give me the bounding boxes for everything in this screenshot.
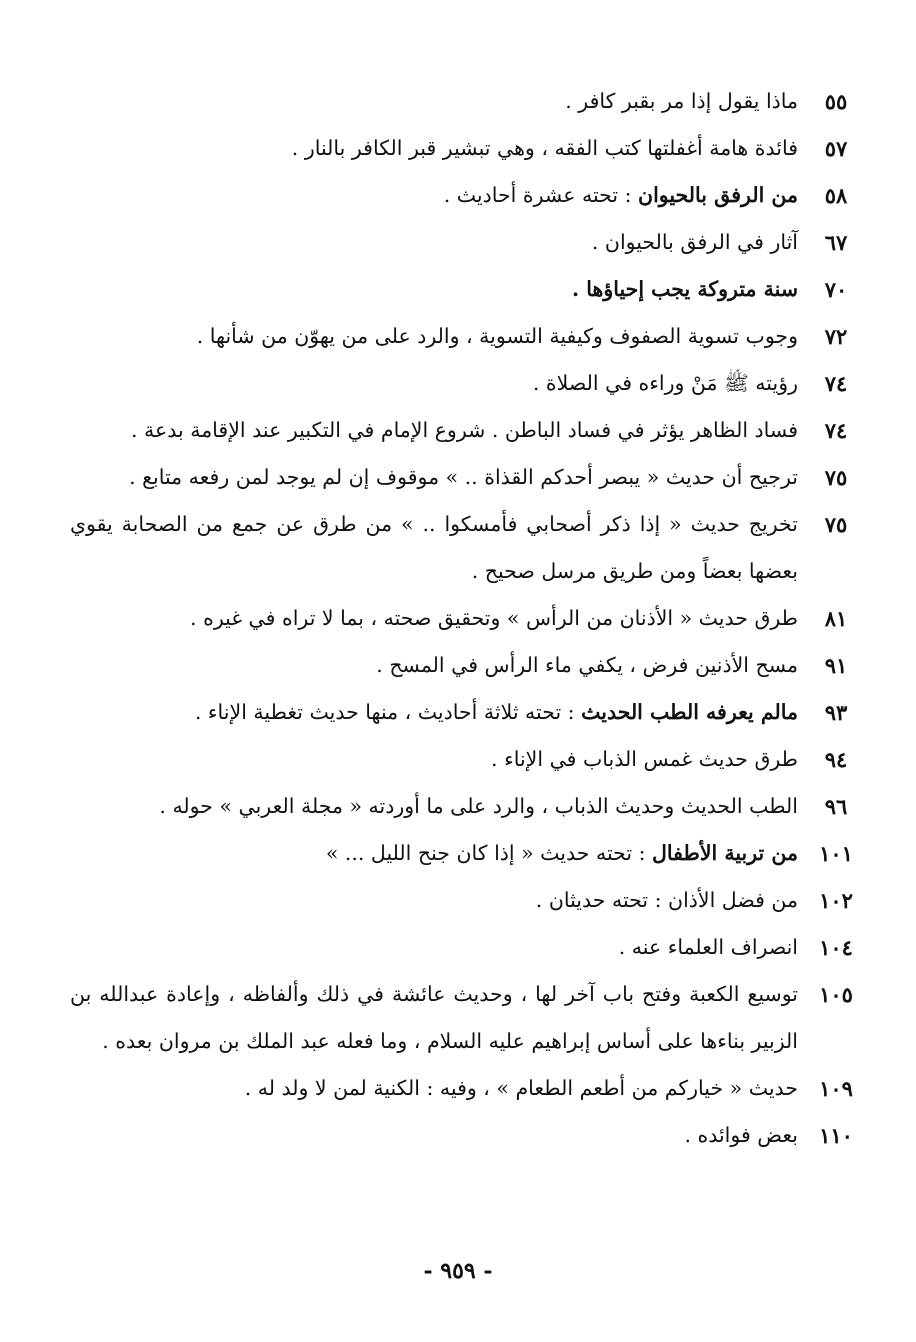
entry-text: انصراف العلماء عنه . xyxy=(618,935,798,959)
entry-page-number: ٩١ xyxy=(824,653,848,678)
entry-text: مسح الأذنين فرض ، يكفي ماء الرأس في المسح . xyxy=(376,653,798,677)
toc-entry xyxy=(70,219,870,266)
entry-title xyxy=(70,736,798,783)
entry-text: ترجيح أن حديث « يبصر أحدكم القذاة .. » موقوف إن لم يوجد لمن رفعه متابع . xyxy=(129,465,798,489)
entry-page-number: ٧٥ xyxy=(824,512,848,537)
entry-title xyxy=(70,219,798,266)
entry-text: فساد الظاهر يؤثر في فساد الباطن . شروع الإمام في التكبير عند الإقامة بدعة . xyxy=(130,418,798,442)
toc-entry xyxy=(70,501,870,595)
toc-entry xyxy=(70,877,870,924)
entry-page-number: ٦٧ xyxy=(824,230,848,255)
entry-title xyxy=(70,877,798,924)
entry-text: : تحته ثلاثة أحاديث ، منها حديث تغطية الإناء . xyxy=(194,700,582,724)
toc-entry xyxy=(70,595,870,642)
toc-entry xyxy=(70,642,870,689)
entry-text: رؤيته ﷺ مَنْ وراءه في الصلاة . xyxy=(532,371,798,395)
entry-text: وجوب تسوية الصفوف وكيفية التسوية ، والرد على من يهوّن من شأنها . xyxy=(196,324,798,348)
entry-page-number: ٩٤ xyxy=(824,747,848,772)
entry-title xyxy=(70,78,798,125)
entry-page-number: ١١٠ xyxy=(819,1123,853,1148)
entry-page-number: ١٠٤ xyxy=(819,935,853,960)
entry-heading: من الرفق بالحيوان xyxy=(638,183,798,207)
entry-text: طرق حديث « الأذنان من الرأس » وتحقيق صحته ، بما لا تراه في غيره . xyxy=(190,606,798,630)
entry-page-number: ١٠٥ xyxy=(819,982,853,1007)
toc-entry xyxy=(70,360,870,407)
entry-title xyxy=(70,830,798,877)
entry-text: فائدة هامة أغفلتها كتب الفقه ، وهي تبشير قبر الكافر بالنار . xyxy=(291,136,798,160)
toc-entry xyxy=(70,454,870,501)
table-of-contents xyxy=(70,78,870,1159)
entry-text: حديث « خياركم من أطعم الطعام » ، وفيه : الكنية لمن لا ولد له . xyxy=(244,1076,798,1100)
toc-entry xyxy=(70,971,870,1065)
entry-title xyxy=(70,1065,798,1112)
entry-text: آثار في الرفق بالحيوان . xyxy=(591,230,798,254)
toc-entry xyxy=(70,736,870,783)
entry-text: توسيع الكعبة وفتح باب آخر لها ، وحديث عائشة في ذلك وألفاظه ، وإعادة عبدالله بن الزبير بناءها على أساس إبراهيم عليه السلام ، وما فعله عبد الملك بن مروان بعده . xyxy=(70,982,798,1053)
entry-text: تخريج حديث « إذا ذكر أصحابي فأمسكوا .. » من طرق عن جمع من الصحابة يقوي بعضها بعضاً ومن طريق مرسل صحيح . xyxy=(70,512,798,583)
page-number: - ٩٥٩ - xyxy=(423,1258,493,1284)
entry-page-number: ٧٤ xyxy=(824,418,848,443)
entry-page-number: ١٠٩ xyxy=(819,1076,853,1101)
toc-entry xyxy=(70,125,870,172)
entry-page-number: ٥٧ xyxy=(824,136,848,161)
entry-page-number: ٥٨ xyxy=(824,183,848,208)
entry-title xyxy=(70,642,798,689)
toc-entry xyxy=(70,783,870,830)
toc-entry xyxy=(70,313,870,360)
toc-entry xyxy=(70,924,870,971)
entry-page-number: ٩٣ xyxy=(824,700,848,725)
entry-title xyxy=(70,360,798,407)
entry-page-number: ٧٢ xyxy=(824,324,848,349)
entry-title xyxy=(70,125,798,172)
entry-title xyxy=(70,783,798,830)
entry-title xyxy=(70,172,798,219)
entry-page-number: ٩٦ xyxy=(824,794,848,819)
entry-title xyxy=(70,595,798,642)
entry-page-number: ٧٠ xyxy=(824,277,848,302)
entry-title xyxy=(70,1112,798,1159)
entry-title xyxy=(70,924,798,971)
entry-title xyxy=(70,454,798,501)
entry-text: ماذا يقول إذا مر بقبر كافر . xyxy=(565,89,798,113)
entry-title xyxy=(70,407,798,454)
toc-entry xyxy=(70,1065,870,1112)
entry-page-number: ١٠١ xyxy=(819,841,853,866)
entry-page-number: ٨١ xyxy=(824,606,848,631)
entry-text: : تحته حديث « إذا كان جنح الليل ... » xyxy=(325,841,653,865)
toc-entry xyxy=(70,266,870,313)
toc-entry xyxy=(70,689,870,736)
entry-heading: من تربية الأطفال xyxy=(652,841,798,865)
toc-entry xyxy=(70,830,870,877)
entry-title xyxy=(70,501,798,595)
toc-entry xyxy=(70,407,870,454)
entry-page-number: ١٠٢ xyxy=(819,888,853,913)
entry-text: الطب الحديث وحديث الذباب ، والرد على ما أوردته « مجلة العربي » حوله . xyxy=(159,794,798,818)
toc-entry xyxy=(70,1112,870,1159)
entry-text: بعض فوائده . xyxy=(684,1123,798,1147)
entry-heading: مالم يعرفه الطب الحديث xyxy=(581,700,798,724)
entry-heading: سنة متروكة يجب إحياؤها . xyxy=(572,277,798,301)
entry-title xyxy=(70,266,798,313)
toc-entry xyxy=(70,78,870,125)
toc-entry xyxy=(70,172,870,219)
entry-page-number: ٧٤ xyxy=(824,371,848,396)
entry-text: طرق حديث غمس الذباب في الإناء . xyxy=(491,747,798,771)
entry-text: : تحته عشرة أحاديث . xyxy=(443,183,639,207)
entry-text: من فضل الأذان : تحته حديثان . xyxy=(535,888,798,912)
entry-title xyxy=(70,689,798,736)
entry-title xyxy=(70,971,798,1065)
entry-title xyxy=(70,313,798,360)
entry-page-number: ٧٥ xyxy=(824,465,848,490)
entry-page-number: ٥٥ xyxy=(824,89,848,114)
